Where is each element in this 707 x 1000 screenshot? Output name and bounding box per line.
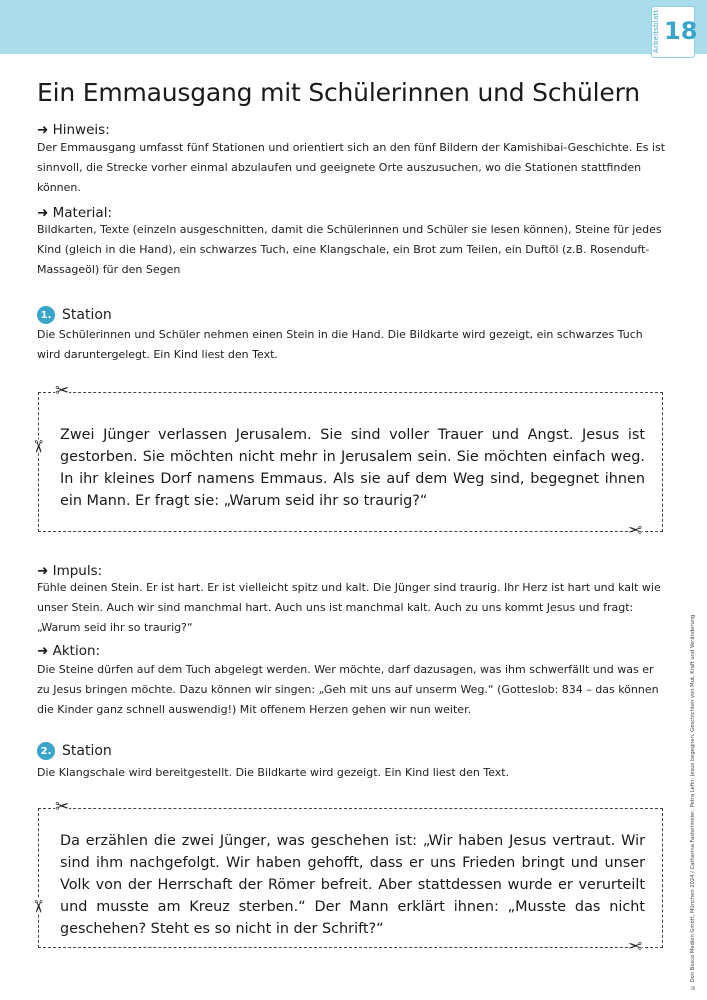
station-2-label: Station bbox=[62, 743, 112, 759]
copyright-notice: © Don Bosco Medien GmbH, München 2024 / Catharina Fastenmeier, Petra Lefin: Jesus begegnen. Geschichten von Mut, Kraft und Veränderung bbox=[690, 614, 696, 990]
impuls-heading: ➜ Impuls: bbox=[37, 563, 103, 579]
scissors-icon: ✂ bbox=[27, 439, 48, 454]
hinweis-heading: ➜ Hinweis: bbox=[37, 122, 110, 138]
aktion-text: Die Steine dürfen auf dem Tuch abgelegt werden. Wer möchte, darf dazusagen, was ihm schwerfällt und was er zu Jesus bringen möchte. Dazu können wir singen: „Geh mit uns auf unserm Weg.“ (Gotteslob: 834 – das können die Kinder ganz schnell auswendig!) Mit offenem Herzen gehen wir nun weiter. bbox=[37, 663, 659, 716]
station-2-heading bbox=[37, 742, 112, 760]
scissors-icon: ✂ bbox=[55, 381, 70, 401]
worksheet-tab bbox=[651, 6, 698, 58]
station-1-badge: 1. bbox=[37, 306, 55, 324]
hinweis-text: Der Emmausgang umfasst fünf Stationen und orientiert sich an den fünf Bildern der Kamishibai-Geschichte. Es ist sinnvoll, die Strecke vorher einmal abzulaufen und geeignete Orte auszusuchen, wo die Stationen stattfinden können. bbox=[37, 141, 666, 194]
station-1-label: Station bbox=[62, 307, 112, 323]
material-heading: ➜ Material: bbox=[37, 205, 112, 221]
header-bar bbox=[0, 0, 707, 54]
station-2-badge: 2. bbox=[37, 742, 55, 760]
worksheet-label: Arbeitsblatt bbox=[652, 9, 660, 53]
station-2-card-text: Da erzählen die zwei Jünger, was geschehen ist: „Wir haben Jesus vertraut. Wir sind ihm nachgefolgt. Wir haben gehofft, dass er uns Frieden bringt und unser Volk von der Herrschaft der Römer befreit. Aber stattdessen wurde er verurteilt und musste am Kreuz sterben.“ Der Mann erklärt ihnen: „Musste das nicht geschehen? Steht es so nicht in der Schrift?“ bbox=[60, 833, 645, 937]
page-title: Ein Emmausgang mit Schülerinnen und Schülern bbox=[37, 78, 640, 107]
scissors-icon: ✂ bbox=[27, 899, 48, 914]
scissors-icon: ✂ bbox=[628, 521, 643, 541]
scissors-icon: ✂ bbox=[628, 937, 643, 957]
aktion-heading: ➜ Aktion: bbox=[37, 643, 101, 659]
worksheet-number: 18 bbox=[664, 17, 698, 45]
station-2-text: Die Klangschale wird bereitgestellt. Die Bildkarte wird gezeigt. Ein Kind liest den Text. bbox=[37, 766, 510, 779]
station-1-text: Die Schülerinnen und Schüler nehmen einen Stein in die Hand. Die Bildkarte wird gezeigt, ein schwarzes Tuch wird daruntergelegt. Ein Kind liest den Text. bbox=[37, 328, 643, 361]
station-1-card-text: Zwei Jünger verlassen Jerusalem. Sie sind voller Trauer und Angst. Jesus ist gestorben. Sie möchten nicht mehr in Jerusalem sein. Sie möchten einfach weg. In ihr kleines Dorf namens Emmaus. Als sie auf dem Weg sind, begegnet ihnen ein Mann. Er fragt sie: „Warum seid ihr so traurig?“ bbox=[60, 427, 645, 509]
scissors-icon: ✂ bbox=[55, 797, 70, 817]
station-1-heading bbox=[37, 306, 112, 324]
material-text: Bildkarten, Texte (einzeln ausgeschnitten, damit die Schülerinnen und Schüler sie lesen können), Steine für jedes Kind (gleich in die Hand), ein schwarzes Tuch, eine Klangschale, ein Brot zum Teilen, ein Duftöl (z.B. Rosenduft-Massageöl) für den Segen bbox=[37, 223, 662, 276]
impuls-text: Fühle deinen Stein. Er ist hart. Er ist vielleicht spitz und kalt. Die Jünger sind traurig. Ihr Herz ist hart und kalt wie unser Stein. Auch wir sind manchmal hart. Auch uns ist manchmal kalt. Auch zu uns kommt Jesus und fragt: „Warum seid ihr so traurig?“ bbox=[37, 581, 661, 634]
